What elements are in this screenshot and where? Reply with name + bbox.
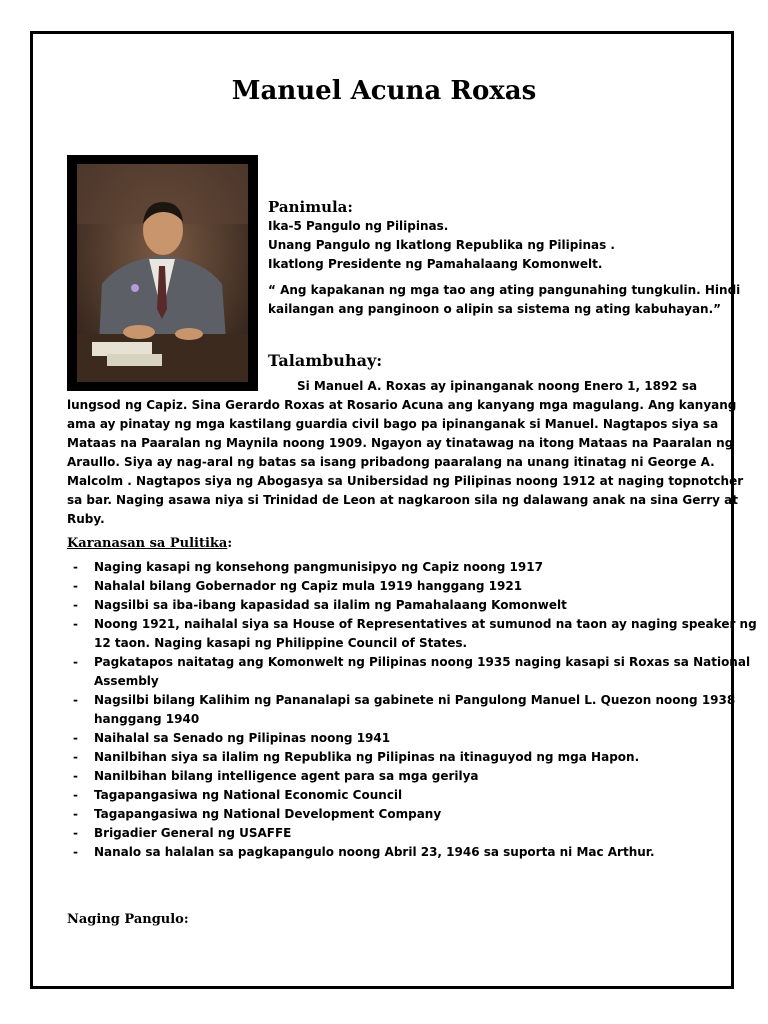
list-item-line: Nanalo sa halalan sa pagkapangulo noong Abril 23, 1946 sa suporta ni Mac Arthur. — [94, 845, 655, 859]
list-item-line: Naging kasapi ng konsehong pangmunisipyo ng Capiz noong 1917 — [94, 560, 543, 574]
list-item-line: Pagkatapos naitatag ang Komonwelt ng Pilipinas noong 1935 naging kasapi si Roxas sa National — [94, 655, 751, 669]
list-item — [67, 843, 717, 862]
list-item-line: Nagsilbi sa iba-ibang kapasidad sa ilalim ng Pamahalaang Komonwelt — [94, 598, 567, 612]
list-item-line: 12 taon. Naging kasapi ng Philippine Council of States. — [94, 636, 468, 650]
page-title: Manuel Acuna Roxas — [231, 76, 537, 106]
list-item — [67, 558, 717, 577]
biography-line: Mataas na Paaralan ng Maynila noong 1909. Ngayon ay tinatawag na itong Mataas na Paaralan ng — [67, 436, 734, 450]
list-item-line: Tagapangasiwa ng National Economic Council — [94, 788, 403, 802]
list-item — [67, 577, 717, 596]
portrait-frame — [67, 155, 258, 391]
biography-line: Malcolm . Nagtapos siya ng Abogasya sa Unibersidad ng Pilipinas noong 1912 at naging topnotcher — [67, 474, 744, 488]
bullet-dash: - — [73, 617, 78, 631]
list-item — [67, 786, 717, 805]
quote — [268, 281, 741, 319]
biography-line: sa bar. Naging asawa niya si Trinidad de Leon at nagkaroon sila ng dalawang anak na sina Gerry at — [67, 493, 738, 507]
biography-paragraph — [67, 396, 744, 529]
karanasan-list — [67, 558, 757, 862]
list-item-line: Nanilbihan bilang intelligence agent para sa mga gerilya — [94, 769, 479, 783]
karanasan-heading-colon: : — [227, 536, 233, 551]
list-item-line: hanggang 1940 — [94, 712, 200, 726]
bullet-dash: - — [73, 807, 78, 821]
quote-line: kailangan ang panginoon o alipin sa sistema ng ating kabuhayan.” — [268, 302, 722, 316]
list-item — [67, 729, 717, 748]
bullet-dash: - — [73, 560, 78, 574]
biography-first-line: Si Manuel A. Roxas ay ipinanganak noong Enero 1, 1892 sa — [297, 379, 698, 393]
panimula-line: Unang Pangulo ng Ikatlong Republika ng Pilipinas . — [268, 238, 615, 252]
bullet-dash: - — [73, 826, 78, 840]
biography-line: ama ay pinatay ng mga kastilang guardia civil bago pa ipinanganak si Manuel. Nagtapos siya sa — [67, 417, 719, 431]
list-item-line: Assembly — [94, 674, 159, 688]
list-item-line: Nahalal bilang Gobernador ng Capiz mula 1919 hanggang 1921 — [94, 579, 523, 593]
karanasan-heading — [67, 536, 232, 551]
list-item — [67, 824, 717, 843]
list-item-line: Nagsilbi bilang Kalihim ng Pananalapi sa gabinete ni Pangulong Manuel L. Quezon noong 1938 — [94, 693, 736, 707]
list-item-line: Tagapangasiwa ng National Development Company — [94, 807, 442, 821]
bullet-dash: - — [73, 579, 78, 593]
bullet-dash: - — [73, 693, 78, 707]
list-item-line: Noong 1921, naihalal siya sa House of Representatives at sumunod na taon ay naging speaker ng — [94, 617, 757, 631]
biography-line: lungsod ng Capiz. Sina Gerardo Roxas at Rosario Acuna ang kanyang mga magulang. Ang kanyang — [67, 398, 737, 412]
list-item — [67, 615, 757, 653]
bullet-dash: - — [73, 598, 78, 612]
panimula-line: Ikatlong Presidente ng Pamahalaang Komonwelt. — [268, 257, 603, 271]
list-item-line: Nanilbihan siya sa ilalim ng Republika ng Pilipinas na itinaguyod ng mga Hapon. — [94, 750, 640, 764]
panimula-lines — [268, 217, 708, 274]
panimula-heading: Panimula: — [268, 198, 353, 216]
bullet-dash: - — [73, 788, 78, 802]
quote-line: “ Ang kapakanan ng mga tao ang ating pangunahing tungkulin. Hindi — [268, 283, 741, 297]
list-item-line: Brigadier General ng USAFFE — [94, 826, 292, 840]
list-item — [67, 748, 717, 767]
bullet-dash: - — [73, 845, 78, 859]
naging-pangulo-heading: Naging Pangulo: — [67, 912, 189, 927]
list-item — [67, 691, 736, 729]
biography-line: Ruby. — [67, 512, 105, 526]
portrait-image — [77, 164, 248, 382]
bullet-dash: - — [73, 769, 78, 783]
list-item — [67, 596, 717, 615]
bullet-dash: - — [73, 750, 78, 764]
biography-line: Araullo. Siya ay nag-aral ng batas sa isang pribadong paaralang na unang itinatag ni George A. — [67, 455, 715, 469]
panimula-line: Ika-5 Pangulo ng Pilipinas. — [268, 219, 449, 233]
list-item-line: Naihalal sa Senado ng Pilipinas noong 1941 — [94, 731, 391, 745]
list-item — [67, 805, 717, 824]
list-item — [67, 653, 751, 691]
bullet-dash: - — [73, 655, 78, 669]
bullet-dash: - — [73, 731, 78, 745]
list-item — [67, 767, 717, 786]
talambuhay-heading: Talambuhay: — [268, 351, 383, 370]
karanasan-heading-label: Karanasan sa Pulitika — [67, 536, 228, 551]
